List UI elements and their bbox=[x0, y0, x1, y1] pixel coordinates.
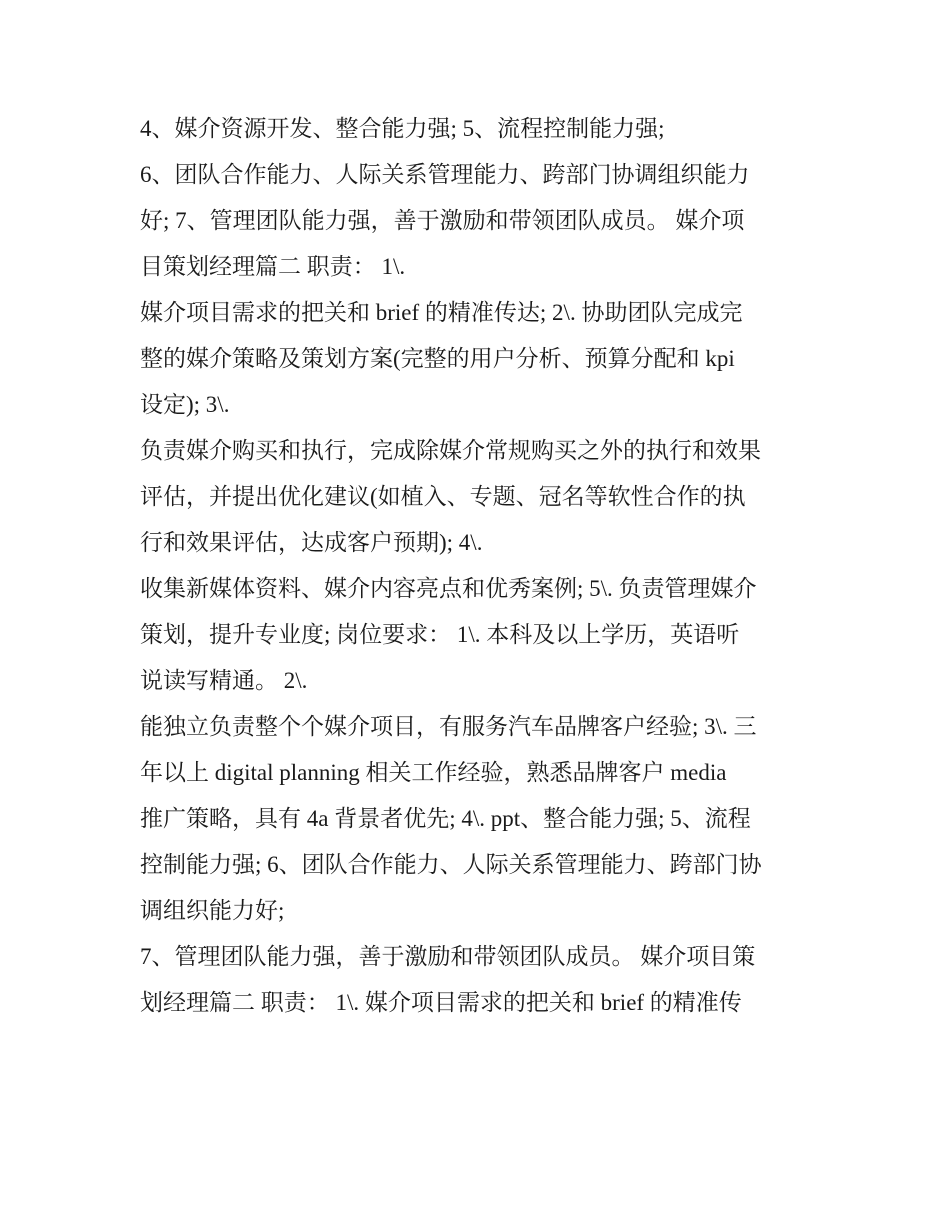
text-line: 控制能力强; 6、团队合作能力、人际关系管理能力、跨部门协 bbox=[140, 852, 762, 877]
text-line: 负责媒介购买和执行，完成除媒介常规购买之外的执行和效果 bbox=[140, 438, 761, 463]
text-line: 调组织能力好; bbox=[140, 898, 285, 923]
text-line: 7、管理团队能力强，善于激励和带领团队成员。 媒介项目策 bbox=[140, 944, 756, 969]
text-line: 评估，并提出优化建议(如植入、专题、冠名等软性合作的执 bbox=[140, 484, 746, 509]
text-line: 推广策略，具有 4a 背景者优先; 4\. ppt、整合能力强; 5、流程 bbox=[140, 806, 751, 831]
text-line: 设定); 3\. bbox=[140, 392, 230, 417]
text-line: 收集新媒体资料、媒介内容亮点和优秀案例; 5\. 负责管理媒介 bbox=[140, 576, 757, 601]
document-body bbox=[140, 106, 830, 1026]
text-line: 行和效果评估，达成客户预期); 4\. bbox=[140, 530, 483, 555]
text-line: 整的媒介策略及策划方案(完整的用户分析、预算分配和 kpi bbox=[140, 346, 735, 371]
text-line: 说读写精通。 2\. bbox=[140, 668, 308, 693]
text-line: 4、媒介资源开发、整合能力强; 5、流程控制能力强; bbox=[140, 116, 665, 141]
text-line: 媒介项目需求的把关和 brief 的精准传达; 2\. 协助团队完成完 bbox=[140, 300, 743, 325]
text-line: 年以上 digital planning 相关工作经验，熟悉品牌客户 media bbox=[140, 760, 727, 785]
text-line: 目策划经理篇二 职责： 1\. bbox=[140, 254, 406, 279]
text-line: 划经理篇二 职责： 1\. 媒介项目需求的把关和 brief 的精准传 bbox=[140, 990, 742, 1015]
text-line: 策划，提升专业度; 岗位要求： 1\. 本科及以上学历，英语听 bbox=[140, 622, 740, 647]
text-line: 好; 7、管理团队能力强，善于激励和带领团队成员。 媒介项 bbox=[140, 208, 745, 233]
text-line: 能独立负责整个个媒介项目，有服务汽车品牌客户经验; 3\. 三 bbox=[140, 714, 757, 739]
text-line: 6、团队合作能力、人际关系管理能力、跨部门协调组织能力 bbox=[140, 162, 750, 187]
